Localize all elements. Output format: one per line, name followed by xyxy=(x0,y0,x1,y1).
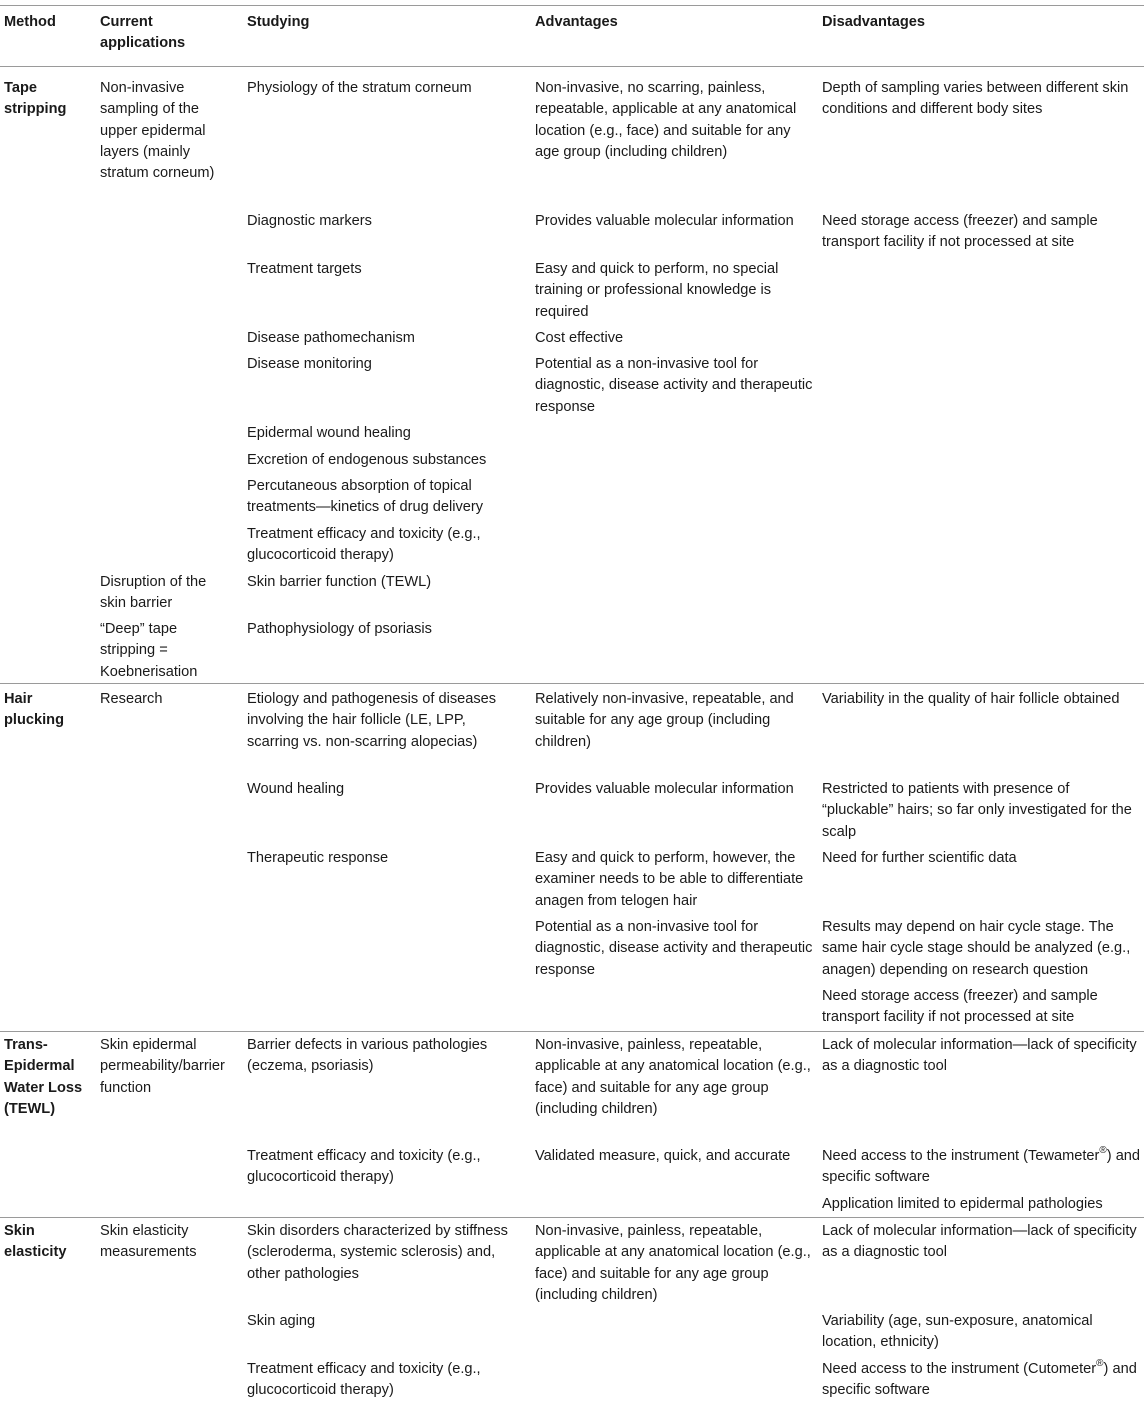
current-application-cell: Skin elasticity measurements xyxy=(100,1223,197,1261)
disadvantage-cell: Need access to the instrument (Cutometer®) and specific software xyxy=(822,1358,1137,1399)
advantage-cell: Easy and quick to perform, no special training or professional knowledge is required xyxy=(535,261,779,320)
header-method: Method xyxy=(4,14,56,30)
advantage-cell: Cost effective xyxy=(535,330,624,346)
disadvantage-cell: Need for further scientific data xyxy=(822,850,1017,866)
section-rule xyxy=(0,683,1144,684)
studying-cell: Therapeutic response xyxy=(247,850,389,866)
header-advantages: Advantages xyxy=(535,14,618,30)
studying-cell: Disease pathomechanism xyxy=(247,330,415,346)
advantage-cell: Provides valuable molecular information xyxy=(535,781,794,797)
disadvantage-cell: Need access to the instrument (Tewameter®) and specific software xyxy=(822,1145,1141,1186)
disadvantage-cell: Lack of molecular information—lack of specificity as a diagnostic tool xyxy=(822,1037,1137,1075)
advantage-cell: Provides valuable molecular information xyxy=(535,213,794,229)
disadvantage-cell: Need storage access (freezer) and sample transport facility if not processed at site xyxy=(822,213,1098,251)
disadvantage-cell: Variability (age, sun-exposure, anatomical location, ethnicity) xyxy=(822,1313,1093,1351)
studying-cell: Skin barrier function (TEWL) xyxy=(247,574,432,590)
disadvantage-cell: Lack of molecular information—lack of specificity as a diagnostic tool xyxy=(822,1223,1137,1261)
section-rule xyxy=(0,1217,1144,1218)
method-tewl: Trans-Epidermal Water Loss (TEWL) xyxy=(4,1037,83,1117)
disadvantage-cell: Restricted to patients with presence of “pluckable” hairs; so far only investigated for the scalp xyxy=(822,781,1132,840)
current-application-cell: Non-invasive sampling of the upper epidermal layers (mainly stratum corneum) xyxy=(100,80,215,182)
studying-cell: Treatment efficacy and toxicity (e.g., glucocorticoid therapy) xyxy=(247,1148,481,1186)
studying-cell: Treatment efficacy and toxicity (e.g., glucocorticoid therapy) xyxy=(247,526,481,564)
header-current-applications: Current applications xyxy=(100,14,186,52)
studying-cell: Etiology and pathogenesis of diseases involving the hair follicle (LE, LPP, scarring vs. non-scarring alopecias) xyxy=(247,691,497,750)
method-hair-plucking: Hair plucking xyxy=(4,691,64,729)
table-top-rule xyxy=(0,5,1144,6)
disadvantage-cell: Application limited to epidermal pathologies xyxy=(822,1196,1103,1212)
disadvantage-cell: Variability in the quality of hair follicle obtained xyxy=(822,691,1120,707)
advantage-cell: Non-invasive, no scarring, painless, repeatable, applicable at any anatomical location (e.g., face) and suitable for any age group (including children) xyxy=(535,80,797,160)
studying-cell: Wound healing xyxy=(247,781,345,797)
advantage-cell: Non-invasive, painless, repeatable, applicable at any anatomical location (e.g., face) and suitable for any age group (including children) xyxy=(535,1223,811,1303)
studying-cell: Skin aging xyxy=(247,1313,316,1329)
current-application-cell: Skin epidermal permeability/barrier function xyxy=(100,1037,225,1096)
studying-cell: Skin disorders characterized by stiffness (scleroderma, systemic sclerosis) and, other pathologies xyxy=(247,1223,508,1282)
section-rule xyxy=(0,1031,1144,1032)
studying-cell: Excretion of endogenous substances xyxy=(247,452,487,468)
studying-cell: Physiology of the stratum corneum xyxy=(247,80,472,96)
header-rule xyxy=(0,66,1144,67)
studying-cell: Pathophysiology of psoriasis xyxy=(247,621,432,637)
disadvantage-cell: Depth of sampling varies between different skin conditions and different body sites xyxy=(822,80,1129,118)
studying-cell: Barrier defects in various pathologies (eczema, psoriasis) xyxy=(247,1037,488,1075)
studying-cell: Percutaneous absorption of topical treatments—kinetics of drug delivery xyxy=(247,478,484,516)
header-disadvantages: Disadvantages xyxy=(822,14,926,30)
method-tape-stripping: Tape stripping xyxy=(4,80,67,118)
studying-cell: Treatment efficacy and toxicity (e.g., glucocorticoid therapy) xyxy=(247,1361,481,1399)
studying-cell: Treatment targets xyxy=(247,261,362,277)
disadvantage-cell: Results may depend on hair cycle stage. The same hair cycle stage should be analyzed (e.g., anagen) depending on research question xyxy=(822,919,1131,978)
studying-cell: Diagnostic markers xyxy=(247,213,372,229)
advantage-cell: Relatively non-invasive, repeatable, and suitable for any age group (including children) xyxy=(535,691,794,750)
advantage-cell: Validated measure, quick, and accurate xyxy=(535,1148,791,1164)
current-application-cell: Disruption of the skin barrier xyxy=(100,574,207,612)
advantage-cell: Potential as a non-invasive tool for diagnostic, disease activity and therapeutic response xyxy=(535,919,813,978)
studying-cell: Disease monitoring xyxy=(247,356,372,372)
disadvantage-cell: Need storage access (freezer) and sample transport facility if not processed at site xyxy=(822,988,1098,1026)
advantage-cell: Easy and quick to perform, however, the examiner needs to be able to differentiate anagen from telogen hair xyxy=(535,850,804,909)
advantage-cell: Non-invasive, painless, repeatable, applicable at any anatomical location (e.g., face) and suitable for any age group (including children) xyxy=(535,1037,811,1117)
advantage-cell: Potential as a non-invasive tool for diagnostic, disease activity and therapeutic response xyxy=(535,356,813,415)
current-application-cell: Research xyxy=(100,691,163,707)
method-skin-elasticity: Skin elasticity xyxy=(4,1223,67,1261)
header-studying: Studying xyxy=(247,14,310,30)
current-application-cell: “Deep” tape stripping = Koebnerisation xyxy=(100,621,198,680)
studying-cell: Epidermal wound healing xyxy=(247,425,411,441)
